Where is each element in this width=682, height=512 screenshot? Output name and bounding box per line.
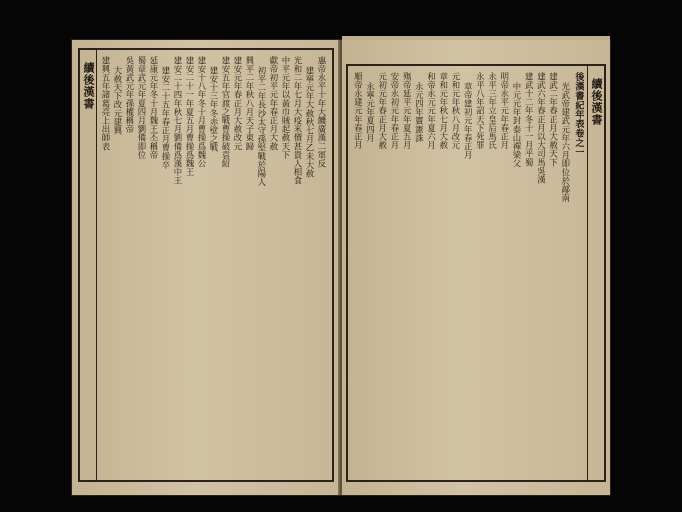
text-column: 永平三年立皇后馬氏 bbox=[487, 72, 498, 150]
text-column: 順帝永建元年春正月 bbox=[353, 72, 364, 150]
text-column: 章帝建初元年春正月 bbox=[463, 82, 474, 160]
left-text-columns bbox=[100, 56, 328, 476]
text-column: 延康元年冬十月魏王丕稱帝 bbox=[149, 56, 159, 160]
right-page-frame bbox=[346, 64, 606, 482]
text-column: 大赦天下改元建興 bbox=[113, 66, 123, 135]
text-column: 建安二十四年秋七月劉備爲漢中王 bbox=[173, 56, 183, 185]
text-column: 永元四年竇憲誅 bbox=[414, 82, 425, 143]
text-column: 後漢書紀年表卷之一 bbox=[573, 72, 584, 157]
text-column: 中元元年封泰山禪梁父 bbox=[511, 82, 522, 168]
right-page bbox=[342, 40, 610, 495]
text-column: 蜀章武元年夏四月劉備即位 bbox=[137, 56, 147, 160]
text-column: 建武二年春正月大赦天下 bbox=[548, 72, 559, 167]
text-column: 建安十三年冬赤壁之戰 bbox=[209, 66, 219, 152]
text-column: 建寧元年大赦秋七月乙未大赦 bbox=[305, 66, 315, 178]
text-column: 惠帝永平十年大饑廣漢二軍反 bbox=[317, 56, 327, 168]
text-column: 元和元年秋八月改元 bbox=[450, 72, 461, 150]
text-column: 建興五年諸葛亮上出師表 bbox=[101, 56, 111, 151]
text-column: 元初元年春正月大赦 bbox=[377, 72, 388, 150]
book bbox=[72, 40, 610, 495]
text-column: 永寧元年夏四月 bbox=[365, 82, 376, 143]
left-page bbox=[72, 40, 340, 495]
text-column: 建安二十五年春正月曹操卒 bbox=[161, 66, 171, 170]
text-column: 建武六年春正月以大司馬吳漢 bbox=[536, 72, 547, 184]
text-column: 吳黃武元年孫權稱帝 bbox=[125, 56, 135, 134]
text-column: 殤帝延平元年夏五月 bbox=[402, 72, 413, 150]
text-column: 建安元年春正月大赦改元 bbox=[233, 56, 243, 151]
left-page-banner bbox=[80, 50, 97, 480]
right-page-banner bbox=[587, 66, 604, 480]
text-column: 建安五年官渡之戰曹操破袁紹 bbox=[221, 56, 231, 168]
text-column: 和帝永元元年夏六月 bbox=[426, 72, 437, 150]
text-column: 興平二年秋八月天子東歸 bbox=[245, 56, 255, 151]
left-page-frame bbox=[78, 48, 334, 482]
left-banner-title: 續後漢書 bbox=[82, 62, 95, 110]
right-banner-title: 續後漢書 bbox=[590, 78, 603, 126]
text-column: 章和元年秋七月大赦 bbox=[438, 72, 449, 150]
text-column: 初平二年長沙太守孫堅戰於陽人 bbox=[257, 66, 267, 187]
text-column: 建安十八年冬十月曹操爲魏公 bbox=[197, 56, 207, 168]
text-column: 獻帝初平元年春正月大赦 bbox=[269, 56, 279, 151]
text-column: 建安二十一年夏五月曹操爲魏王 bbox=[185, 56, 195, 177]
text-column: 安帝永初元年春正月 bbox=[389, 72, 400, 150]
right-text-columns bbox=[352, 72, 584, 476]
text-column: 永平八年詔天下死罪 bbox=[475, 72, 486, 150]
text-column: 光武帝建武元年六月即位於鄗南 bbox=[560, 82, 571, 203]
text-column: 中平元年以黃巾賊起赦天下 bbox=[281, 56, 291, 160]
text-column: 光和二年七月大疫米價甚貴人相食 bbox=[293, 56, 303, 185]
text-column: 建武十二年冬十一月平蜀 bbox=[524, 72, 535, 167]
text-column: 明帝永平元年春正月 bbox=[499, 72, 510, 150]
